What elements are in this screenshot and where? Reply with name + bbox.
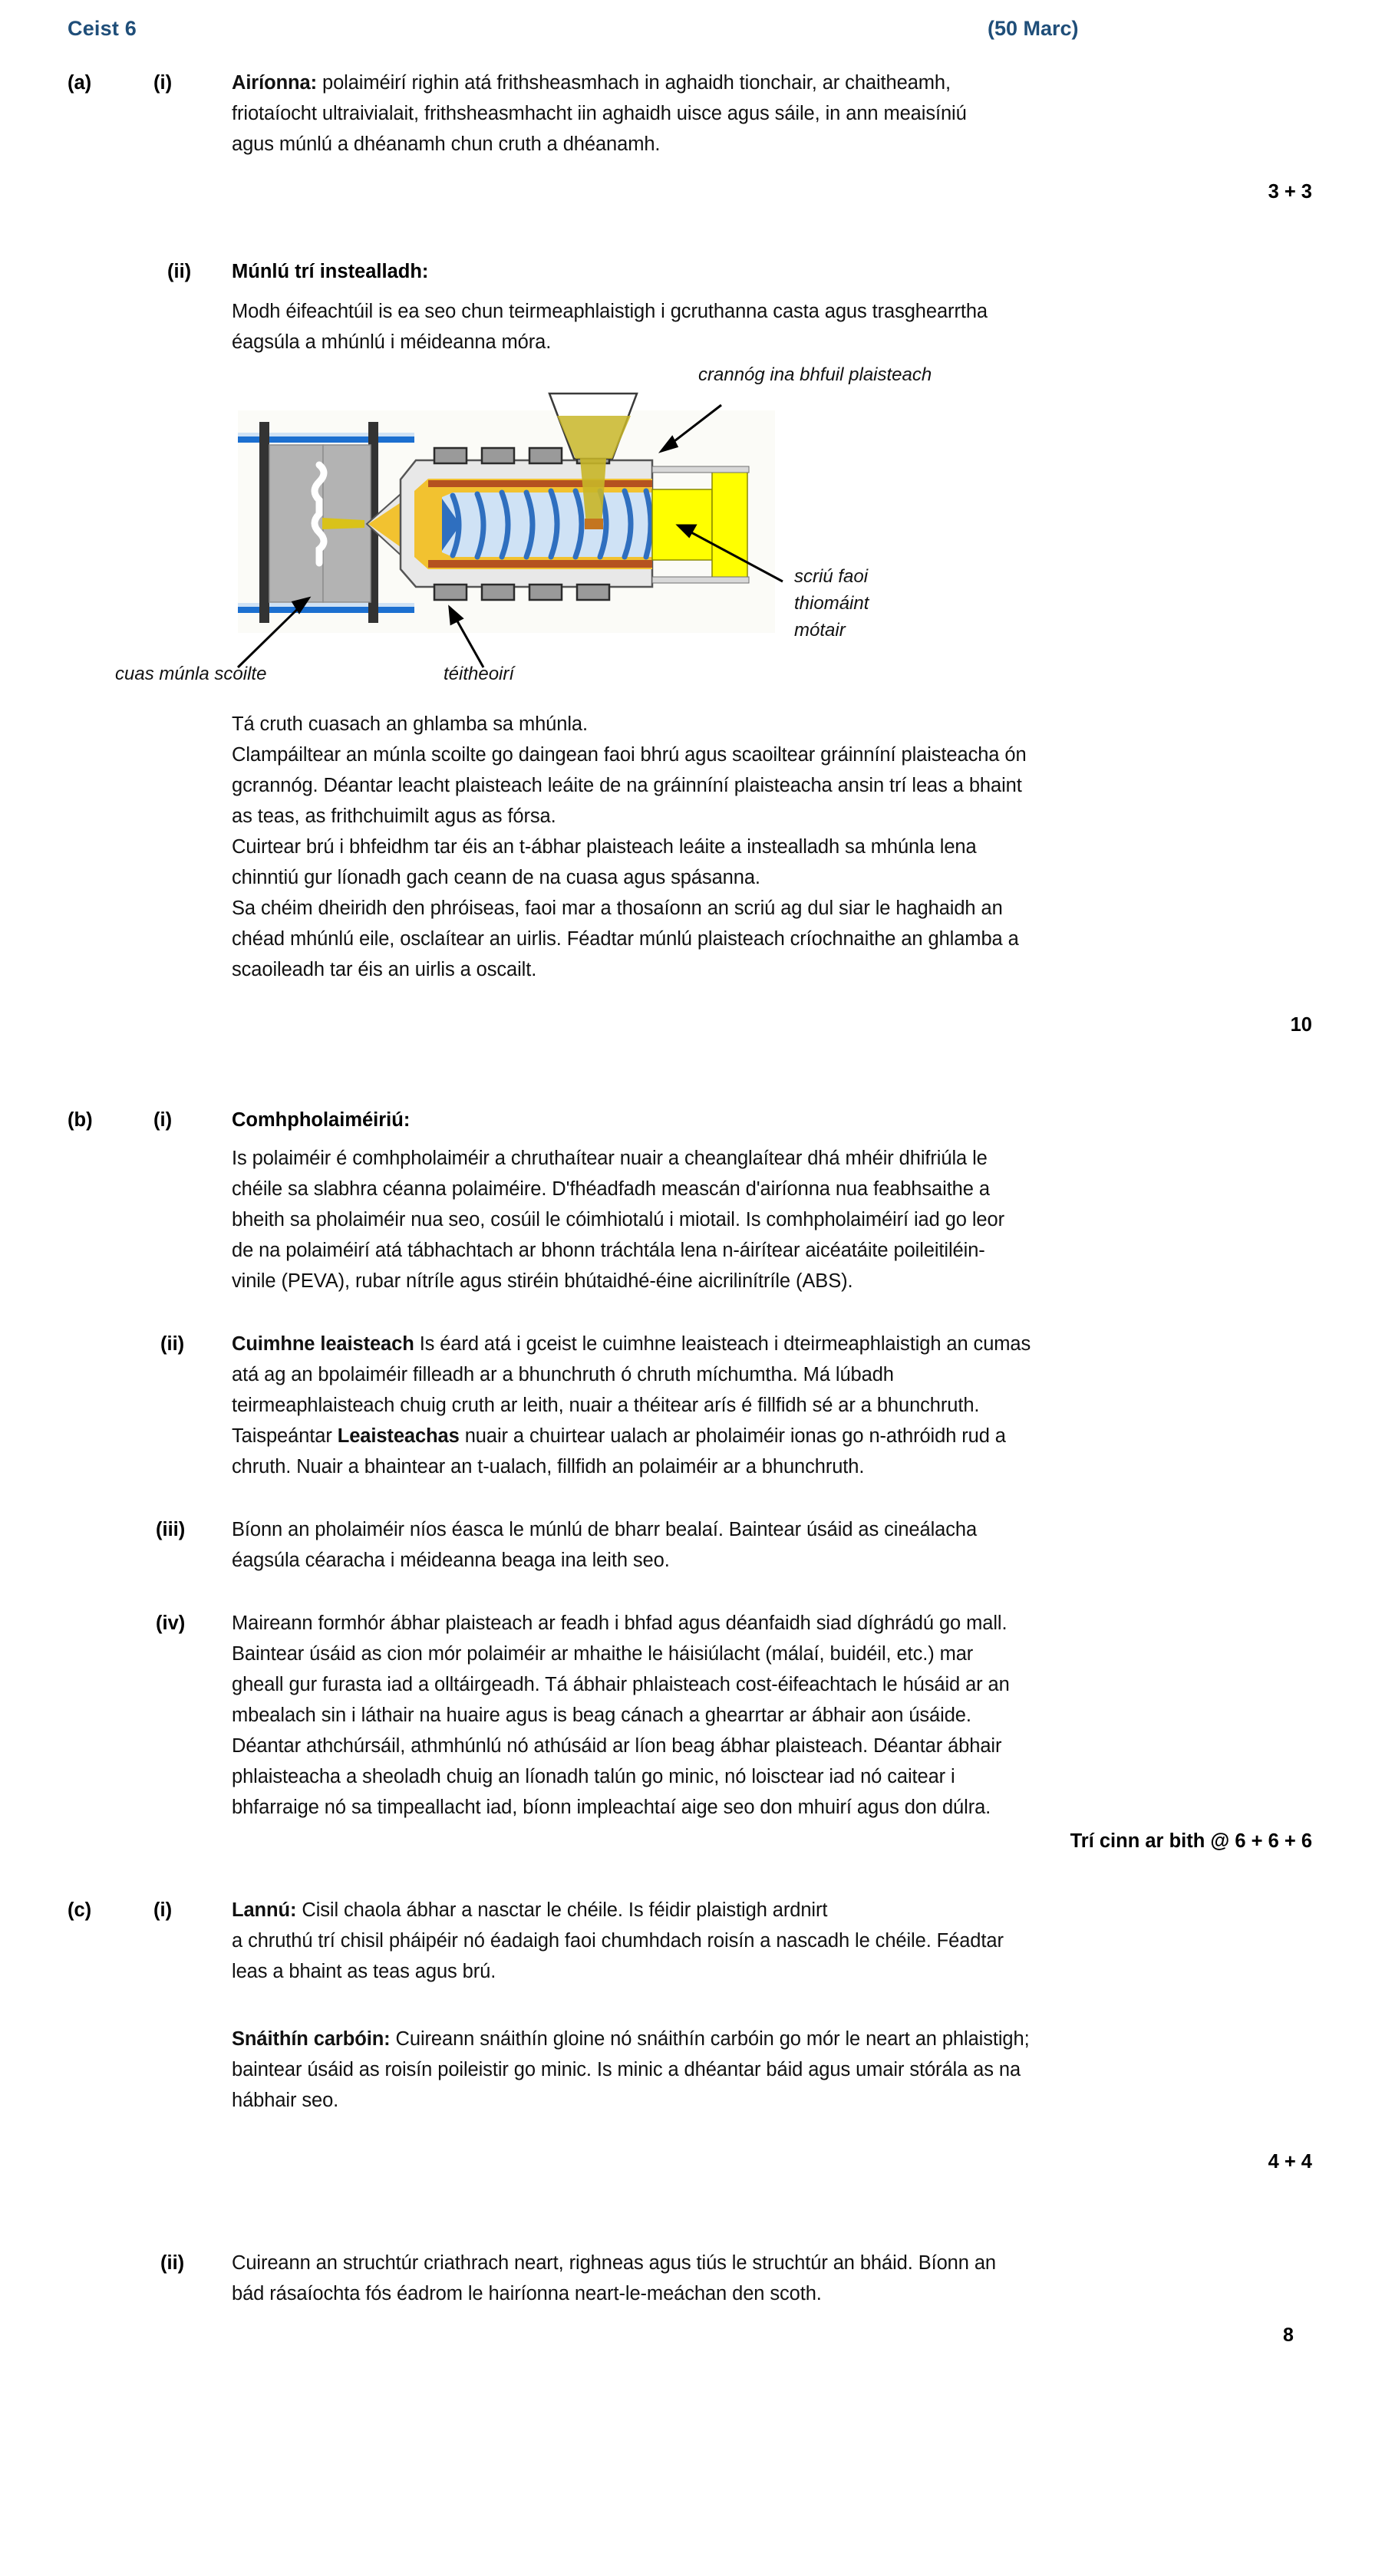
section-c-i-line1-rest: Cisil chaola ábhar a nasctar le chéile. Is féidir plaistigh ardnirt — [296, 1899, 828, 1921]
section-b-ii-line-5: chruth. Nuair a bhaintear an t-ualach, fillfidh an polaiméir ar a bhunchruth. — [232, 1456, 865, 1477]
section-b-i-line-3: bheith sa pholaiméir nua seo, cosúil le cóimhiotalú i miotail. Is comhpholaiméirí iad go leor — [232, 1209, 1004, 1230]
injection-moulding-diagram — [115, 364, 1220, 684]
page-header — [0, 17, 1395, 55]
page-number: 8 — [1283, 2324, 1294, 2346]
section-c-ii-numeral: (ii) — [160, 2252, 185, 2274]
section-b-ii-lead-rest: Is éard atá i gceist le cuimhne leaisteach i dteirmeaphlaistigh an cumas — [414, 1333, 1031, 1355]
section-b-iv-line-3: gheall gur furasta iad a olltáirgeadh. Tá ábhair phlaisteach cost-éifeachtach le húsáid ar an — [232, 1674, 1010, 1695]
screw-flights — [442, 491, 652, 557]
section-b-ii-line-1 — [232, 1329, 1321, 1359]
section-a-ii-para-line-4: as teas, as frithchuimilt agus as fórsa. — [232, 805, 556, 827]
callout-heater: téitheoirí — [444, 664, 515, 684]
callout-screw-line1: scriú faoi — [794, 566, 869, 587]
section-a-ii-para-line-7: Sa chéim dheiridh den phróiseas, faoi mar a thosaíonn an scriú ag dul siar le haghaidh an — [232, 898, 1003, 919]
section-b-i-line-1: Is polaiméir é comhpholaiméir a chruthaítear nuair a cheanglaítear dhá mhéir dhifriúla le — [232, 1148, 988, 1169]
section-b-i-line-5: vinile (PEVA), rubar nítríle agus stiréin bhútaidhé-éine aicrilinítríle (ABS). — [232, 1270, 853, 1292]
section-b-iv-line-2: Baintear úsáid as cion mór polaiméir ar mhaithe le háisiúlacht (málaí, buidéil, etc.) mar — [232, 1643, 974, 1665]
section-b-iv-line-7: bhfarraige nó sa timpeallacht iad, bíonn impleachtaí aige seo don mhuirí agus don dúlra. — [232, 1797, 991, 1818]
section-a-ii-numeral: (ii) — [167, 261, 192, 282]
section-b-iv-line-4: mbealach sin i láthair na huaire agus is beag cánach a ghearrtar ar ábhair aon úsáide. — [232, 1705, 971, 1726]
section-c-i-numeral: (i) — [153, 1899, 173, 1921]
section-b-iv-line-6: phlaisteacha a sheoladh chuig an líonadh talún go minic, nó loisctear iad nó caitear i — [232, 1766, 955, 1787]
section-b-ii-line4-bold: Leaisteachas — [337, 1425, 460, 1447]
drive-bottom-plate — [652, 577, 749, 583]
section-a-i-line2: friotaíocht ultraivialait, frithsheasmhacht iin aghaidh uisce agus sáile, in ann meaisíniú — [232, 103, 967, 124]
heat-liner-top — [428, 480, 652, 487]
section-a-i-line1 — [232, 68, 1229, 98]
section-b-ii-line-2: atá ag an bpolaiméir filleadh ar a bhunchruth ó chruth míchumtha. Má lúbadh — [232, 1364, 894, 1385]
section-c-i-line-6: hábhair seo. — [232, 2090, 339, 2111]
platen-left — [259, 422, 269, 623]
section-b-i-numeral: (i) — [153, 1109, 173, 1131]
section-a-ii-para-line-6: chinntiú gur líonadh gach ceann de na cuasa agus spásanna. — [232, 867, 760, 888]
section-a-ii-heading: Múnlú trí instealladh: — [232, 261, 429, 282]
section-b-i-heading: Comhpholaiméiriú: — [232, 1109, 411, 1131]
section-a-ii-line1: Modh éifeachtúil is ea seo chun teirmeaphlaistigh i gcruthanna casta agus trasghearrtha — [232, 301, 988, 322]
question-total-marks: (50 Marc) — [988, 17, 1079, 40]
section-b-iii-numeral: (iii) — [156, 1519, 186, 1540]
section-a-ii-marks: 10 — [1290, 1014, 1312, 1036]
section-c-ii-line-2: bád rásaíochta fós éadrom le hairíonna neart-le-meáchan den scoth. — [232, 2283, 822, 2304]
throat-melt-zone — [585, 519, 603, 529]
section-b-iv-line-1: Maireann formhór ábhar plaisteach ar feadh i bhfad agus déanfaidh siad díghrádú go mall. — [232, 1612, 1008, 1634]
section-c-i-marks: 4 + 4 — [1268, 2151, 1312, 2172]
callout-screw-line3: mótair — [794, 620, 846, 641]
drive-top-plate — [652, 466, 749, 473]
section-a-ii-para-line-9: scaoileadh tar éis an uirlis a oscailt. — [232, 959, 537, 980]
section-a-ii-para-line-5: Cuirtear brú i bhfeidhm tar éis an t-ábhar plaisteach leáite a instealladh sa mhúnla lena — [232, 836, 977, 858]
section-b-letter: (b) — [68, 1109, 93, 1131]
section-c-i-line-2: a chruthú trí chisil pháipéir nó éadaigh faoi chumhdach roisín a nascadh le chéile. Féadtar — [232, 1930, 1004, 1952]
section-b-iv-marks: Trí cinn ar bith @ 6 + 6 + 6 — [1070, 1830, 1312, 1852]
drive-motor-block — [712, 471, 747, 578]
section-a-i-marks: 3 + 3 — [1268, 181, 1312, 203]
section-b-ii-line4-a: Taispeántar — [232, 1425, 338, 1447]
section-b-ii-lead-bold: Cuimhne leaisteach — [232, 1333, 414, 1355]
heat-liner-bottom — [428, 560, 652, 568]
section-b-iv-line-5: Déantar athchúrsáil, athmhúnlú nó athúsáid ar líon beag ábhar plaisteach. Déantar ábhair — [232, 1735, 1002, 1757]
question-title: Ceist 6 — [68, 17, 137, 40]
section-b-ii-line4-b: nuair a chuirtear ualach ar pholaiméir ionas go n-athróidh rud a — [459, 1425, 1006, 1447]
section-a-i-heading: Airíonna: — [232, 72, 318, 94]
section-a-i-numeral: (i) — [153, 72, 173, 94]
section-a-ii-para-line-8: chéad mhúnlú eile, osclaítear an uirlis. Féadtar múnlú plaisteach críochnaithe an ghlamba a — [232, 928, 1019, 950]
section-c-letter: (c) — [68, 1899, 92, 1921]
section-a-ii-line2: éagsúla a mhúnlú i méideanna móra. — [232, 331, 552, 353]
section-b-ii-numeral: (ii) — [160, 1333, 185, 1355]
section-a-letter: (a) — [68, 72, 92, 94]
callout-screw-line2: thiomáint — [794, 593, 869, 614]
section-c-i-heading: Lannú: — [232, 1899, 297, 1921]
section-c-i-line-3: leas a bhaint as teas agus brú. — [232, 1961, 496, 1982]
section-a-ii-para-line-2: Clampáiltear an múnla scoilte go daingean faoi bhrú agus scaoiltear gráinníní plaisteacha ón — [232, 744, 1027, 766]
section-a-i-line3: agus múnlú a dhéanamh chun cruth a dhéanamh. — [232, 133, 661, 155]
section-b-ii-line-3: teirmeaphlaisteach chuig cruth ar leith, nuair a théitear arís é fillfidh sé ar a bhunchruth. — [232, 1395, 980, 1416]
injection-moulding-svg — [223, 368, 1220, 675]
section-a-i-body-rest: polaiméirí righin atá frithsheasmhach in aghaidh tionchair, ar chaitheamh, — [317, 72, 951, 94]
section-b-ii-line-4 — [232, 1421, 1321, 1451]
section-c-i-line-5: baintear úsáid as roisín poileistir go minic. Is minic a dhéantar báid agus umair stórála as na — [232, 2059, 1021, 2080]
section-b-i-line-2: chéile sa slabhra céanna polaiméire. D'fhéadfadh meascán d'airíonna nua feabhsaithe a — [232, 1178, 990, 1200]
section-b-iii-line-2: éagsúla céaracha i méideanna beaga ina leith seo. — [232, 1550, 670, 1571]
section-a-ii-para-line-1: Tá cruth cuasach an ghlamba sa mhúnla. — [232, 713, 588, 735]
section-b-iv-numeral: (iv) — [156, 1612, 186, 1634]
callout-mould: cuas múnla scoilte — [115, 664, 267, 684]
section-b-iii-line-1: Bíonn an pholaiméir níos éasca le múnlú de bharr bealaí. Baintear úsáid as cineálacha — [232, 1519, 978, 1540]
callout-hopper: crannóg ina bhfuil plaisteach — [698, 364, 932, 385]
section-c-i-line-1 — [232, 1895, 1321, 1925]
section-c-i-line-4 — [232, 2024, 1329, 2054]
section-c-ii-line-1: Cuireann an struchtúr criathrach neart, righneas agus tiús le struchtúr an bháid. Bíonn an — [232, 2252, 996, 2274]
section-b-i-line-4: de na polaiméirí atá tábhachtach ar bhonn tráchtála lena n-áirítear aicéatáite poileitiléin- — [232, 1240, 985, 1261]
section-c-i-line4-rest: Cuireann snáithín gloine nó snáithín carbóin go mór le neart an phlaistigh; — [390, 2028, 1030, 2050]
section-c-i-heading-2: Snáithín carbóin: — [232, 2028, 391, 2050]
section-a-ii-para-line-3: gcrannóg. Déantar leacht plaisteach leáite de na gráinníní plaisteacha ansin trí leas a bhaint — [232, 775, 1022, 796]
